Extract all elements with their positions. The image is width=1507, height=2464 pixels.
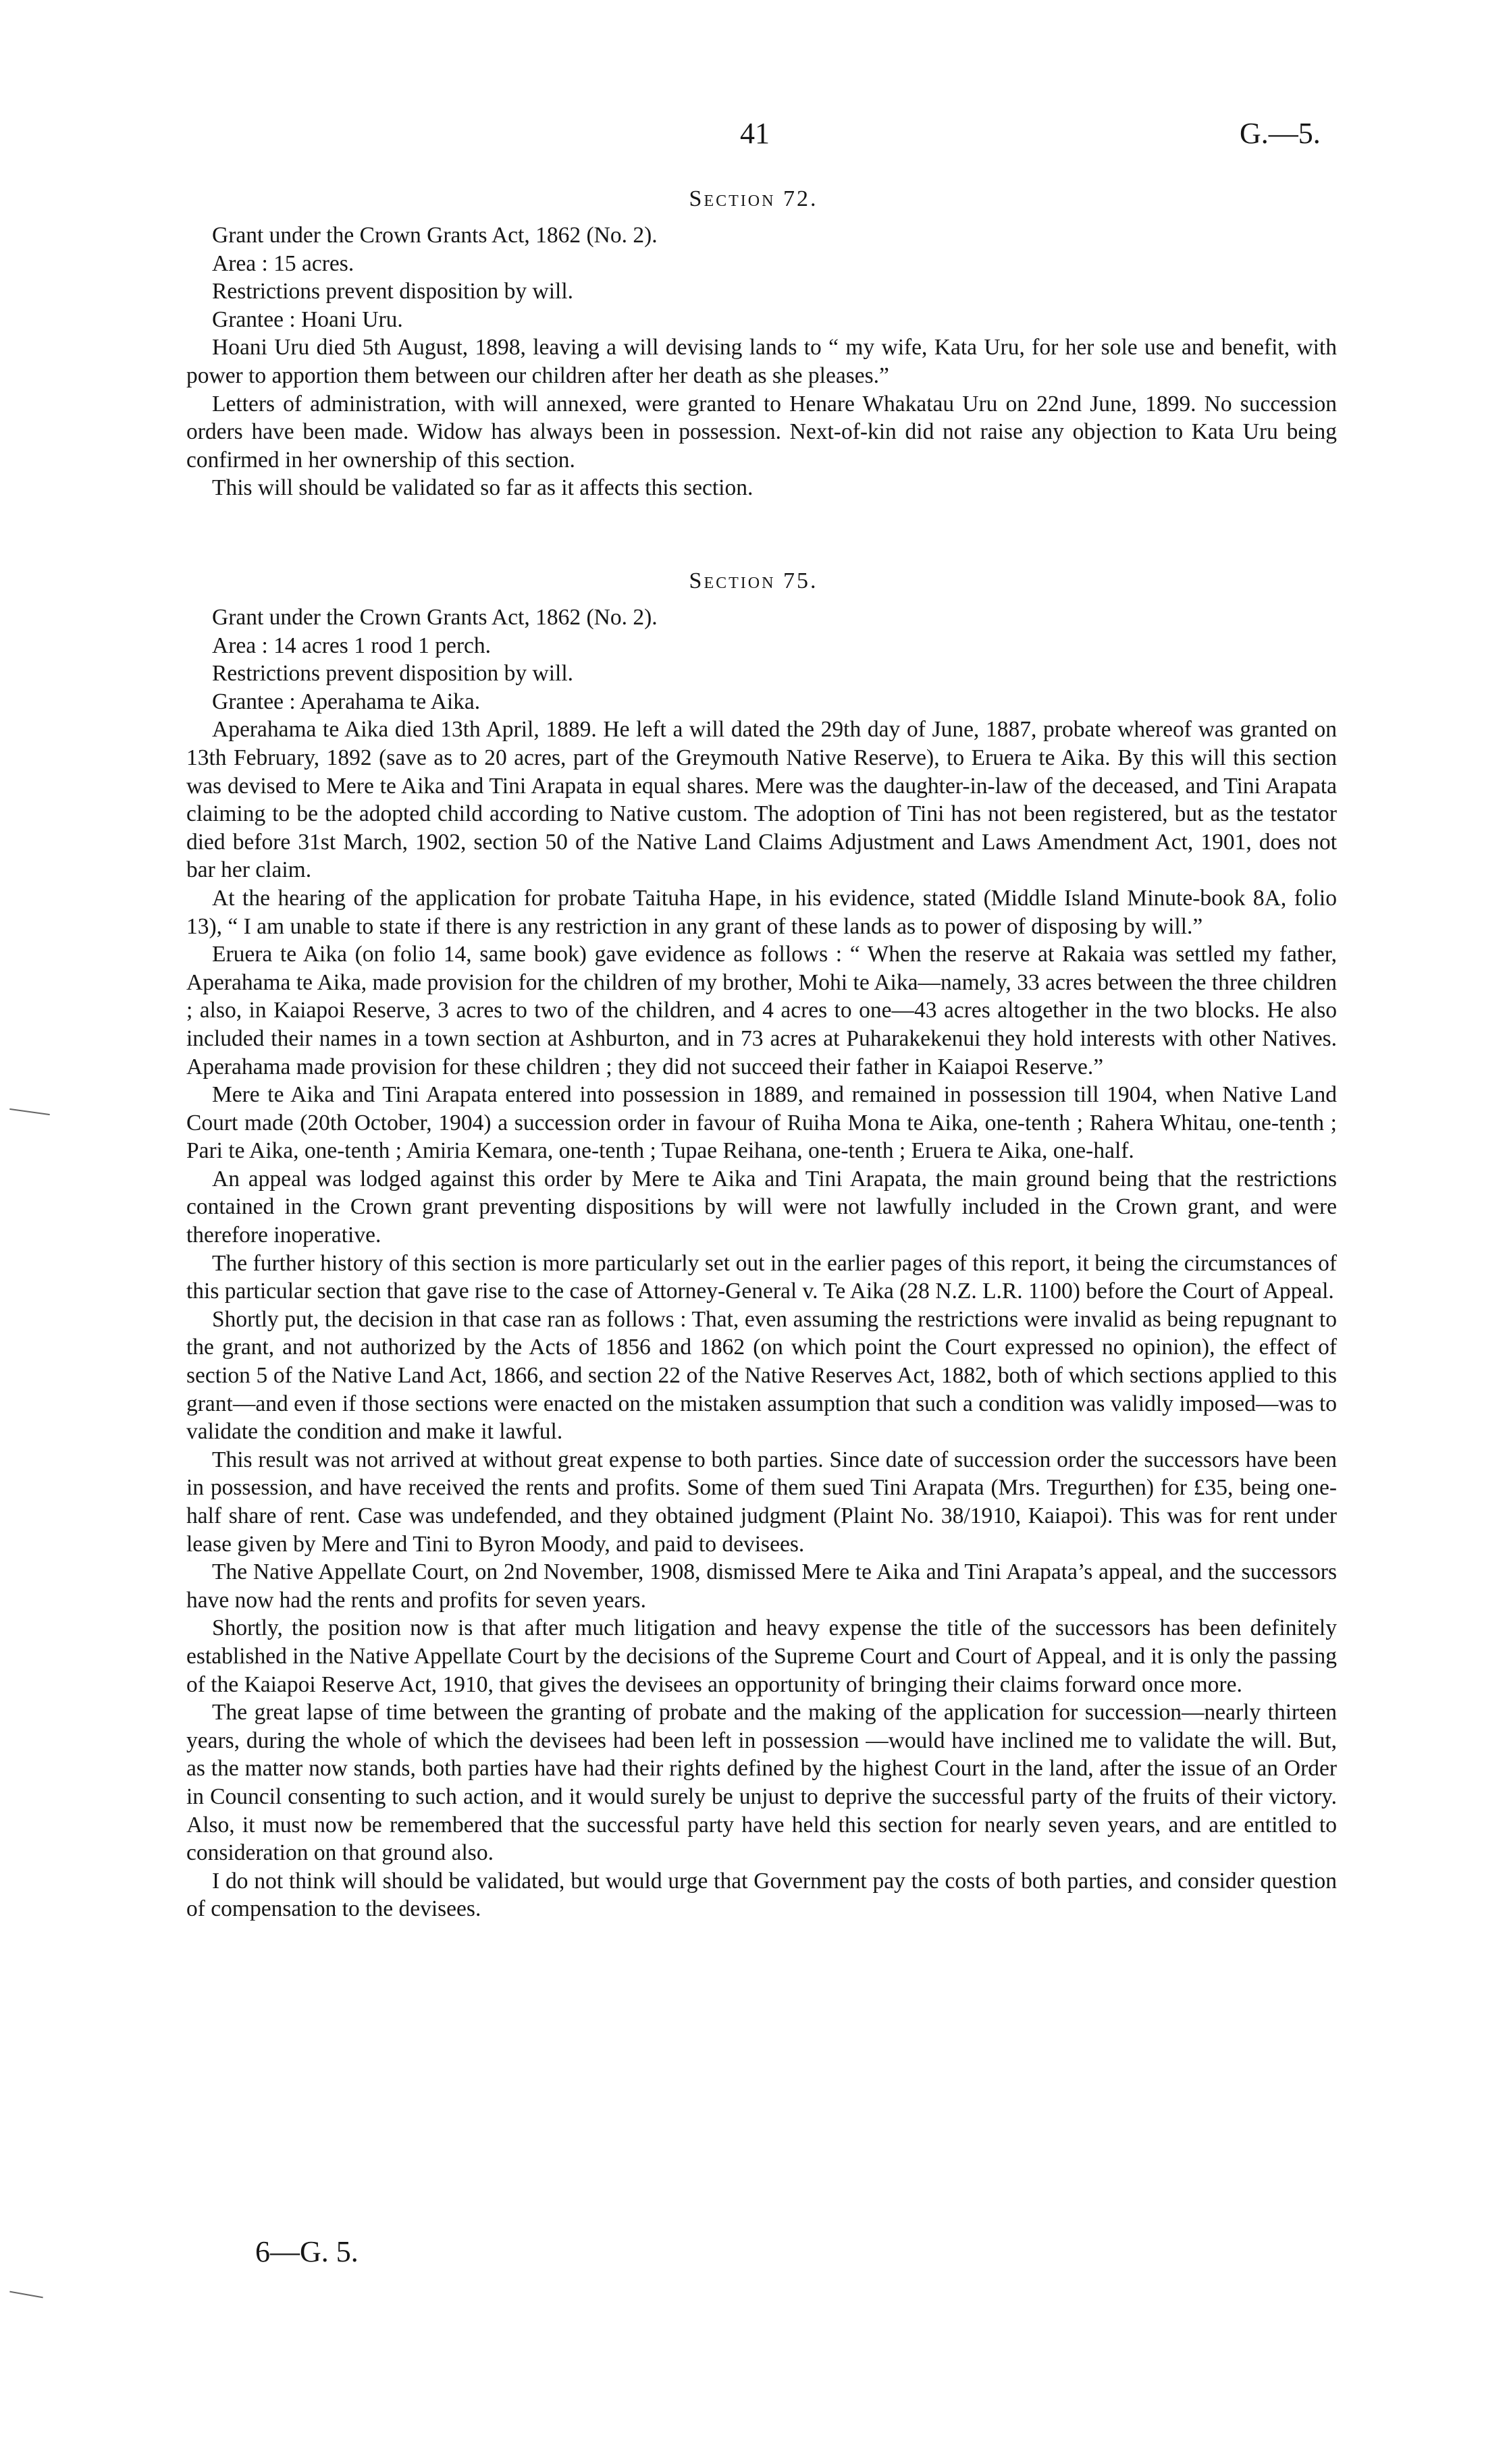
section-75-paragraph: The further history of this section is more particularly set out in the earlier pages of this report, it being the circumstances of this particular section that gave rise to the case of Attorney-General v. Te Aika (28 N.Z. L.R. 1100) before the Court of Appeal. bbox=[186, 1250, 1337, 1304]
section-75-paragraph: The Native Appellate Court, on 2nd November, 1908, dismissed Mere te Aika and Tini Arapata’s appeal, and the successors have now had the rents and profits for seven years. bbox=[186, 1559, 1337, 1613]
section-72-area: Area : 15 acres. bbox=[212, 250, 354, 276]
section-75-paragraph: Aperahama te Aika died 13th April, 1889. He left a will dated the 29th day of June, 1887, probate whereof was granted on 13th February, 1892 (save as to 20 acres, part of the Greymouth Native Reserve), to Eruera te Aika. By this will this section was devised to Mere te Aika and Tini Arapata in equal shares. Mere was the daughter-in-law of the deceased, and Tini Arapata claiming to be the adopted child according to Native custom. The adoption of Tini has not been registered, but as the testator died before 31st March, 1902, section 50 of the Native Land Claims Adjustment and Laws Amendment Act, 1901, does not bar her claim. bbox=[186, 717, 1337, 883]
section-75-paragraph: Shortly, the position now is that after much litigation and heavy expense the title of the successors has been definitely established in the Native Appellate Court by the decisions of the Supreme Court and Court of Appeal, and it is only the passing of the Kaiapoi Reserve Act, 1910, that gives the devisees an opportunity of bringing their claims forward once more. bbox=[186, 1615, 1337, 1697]
section-72-paragraph: Hoani Uru died 5th August, 1898, leaving a will devising lands to “ my wife, Kata Uru, for her sole use and benefit, with power to apportion them between our children after her death as she pleases.” bbox=[186, 335, 1337, 388]
section-75-area: Area : 14 acres 1 rood 1 perch. bbox=[212, 633, 491, 658]
signature-mark: 6—G. 5. bbox=[255, 2235, 359, 2268]
section-75-paragraph: Shortly put, the decision in that case ran as follows : That, even assuming the restrictions were invalid as being repugnant to the grant, and not authorized by the Acts of 1856 and 1862 (on which point the Court expressed no opinion), the effect of section 5 of the Native Land Act, 1866, and section 22 of the Native Reserves Act, 1882, both of which sections applied to this grant—and even if those sections were enacted on the mistaken assumption that such a condition was validly imposed—was to validate the condition and make it lawful. bbox=[186, 1306, 1337, 1445]
section-75-paragraph: I do not think will should be validated, but would urge that Government pay the costs of both parties, and consider question of compensation to the devisees. bbox=[186, 1868, 1337, 1922]
section-75-paragraph: An appeal was lodged against this order by Mere te Aika and Tini Arapata, the main ground being that the restrictions contained in the Crown grant preventing dispositions by will were not lawfully included in the Crown grant, and were therefore inoperative. bbox=[186, 1166, 1337, 1248]
page-number: 41 bbox=[740, 117, 770, 150]
margin-mark bbox=[9, 1108, 50, 1115]
section-72-grantee: Grantee : Hoani Uru. bbox=[212, 306, 403, 332]
section-72-heading: Section 72. bbox=[689, 186, 818, 211]
section-72-body bbox=[186, 221, 1337, 502]
section-72-grant: Grant under the Crown Grants Act, 1862 (No. 2). bbox=[212, 223, 658, 248]
section-75-restrictions: Restrictions prevent disposition by will. bbox=[212, 661, 574, 687]
section-75-paragraph: Mere te Aika and Tini Arapata entered into possession in 1889, and remained in possession till 1904, when Native Land Court made (20th October, 1904) a succession order in favour of Ruiha Mona te Aika, one-tenth ; Rahera Whitau, one-tenth ; Pari te Aika, one-tenth ; Amiria Kemara, one-tenth ; Tupae Reihana, one-tenth ; Eruera te Aika, one-half. bbox=[186, 1082, 1337, 1164]
section-72-paragraph: Letters of administration, with will annexed, were granted to Henare Whakatau Uru on 22nd June, 1899. No succession orders have been made. Widow has always been in possession. Next-of-kin did not raise any objection to Kata Uru being confirmed in her ownership of this section. bbox=[186, 391, 1337, 473]
section-75-paragraph: The great lapse of time between the granting of probate and the making of the application for succession—nearly thirteen years, during the whole of which the devisees had been left in possession —would have inclined me to validate the will. But, as the matter now stands, both parties have had their rights defined by the highest Court in the land, after the issue of an Order in Council consenting to such action, and it would surely be unjust to deprive the successful party of the fruits of their victory. Also, it must now be remembered that the successful party have held this section for nearly seven years, and are entitled to consideration on that ground also. bbox=[186, 1700, 1337, 1866]
section-75-paragraph: Eruera te Aika (on folio 14, same book) gave evidence as follows : “ When the reserve at Rakaia was settled my father, Aperahama te Aika, made provision for the children of my brother, Mohi te Aika—namely, 33 acres between the three children ; also, in Kaiapoi Reserve, 3 acres to two of the children, and 4 acres to one—43 acres altogether in the two blocks. He also included their names in a town section at Ashburton, and in 73 acres at Puharakekenui they hold interests with other Natives. Aperahama made provision for these children ; they did not succeed their father in Kaiapoi Reserve.” bbox=[186, 942, 1337, 1079]
section-75-heading: Section 75. bbox=[689, 568, 818, 593]
section-72-restrictions: Restrictions prevent disposition by will. bbox=[212, 279, 574, 304]
section-75-grantee: Grantee : Aperahama te Aika. bbox=[212, 689, 481, 714]
section-75-paragraph: This result was not arrived at without great expense to both parties. Since date of succession order the successors have been in possession, and have received the rents and profits. Some of them sued Tini Arapata (Mrs. Tregurthen) for £35, being one-half share of rent. Case was undefended, and they obtained judgment (Plaint No. 38/1910, Kaiapoi). This was for rent under lease given by Mere and Tini to Byron Moody, and paid to devisees. bbox=[186, 1447, 1337, 1557]
section-72-paragraph: This will should be validated so far as it affects this section. bbox=[212, 475, 754, 501]
section-75-grant: Grant under the Crown Grants Act, 1862 (No. 2). bbox=[212, 605, 658, 630]
document-reference: G.—5. bbox=[1240, 117, 1321, 150]
section-75-paragraph: At the hearing of the application for probate Taituha Hape, in his evidence, stated (Middle Island Minute-book 8A, folio 13), “ I am unable to state if there is any restriction in any grant of these lands as to power of disposing by will.” bbox=[186, 885, 1337, 939]
margin-mark bbox=[9, 2291, 43, 2299]
section-75-body bbox=[186, 604, 1337, 1923]
